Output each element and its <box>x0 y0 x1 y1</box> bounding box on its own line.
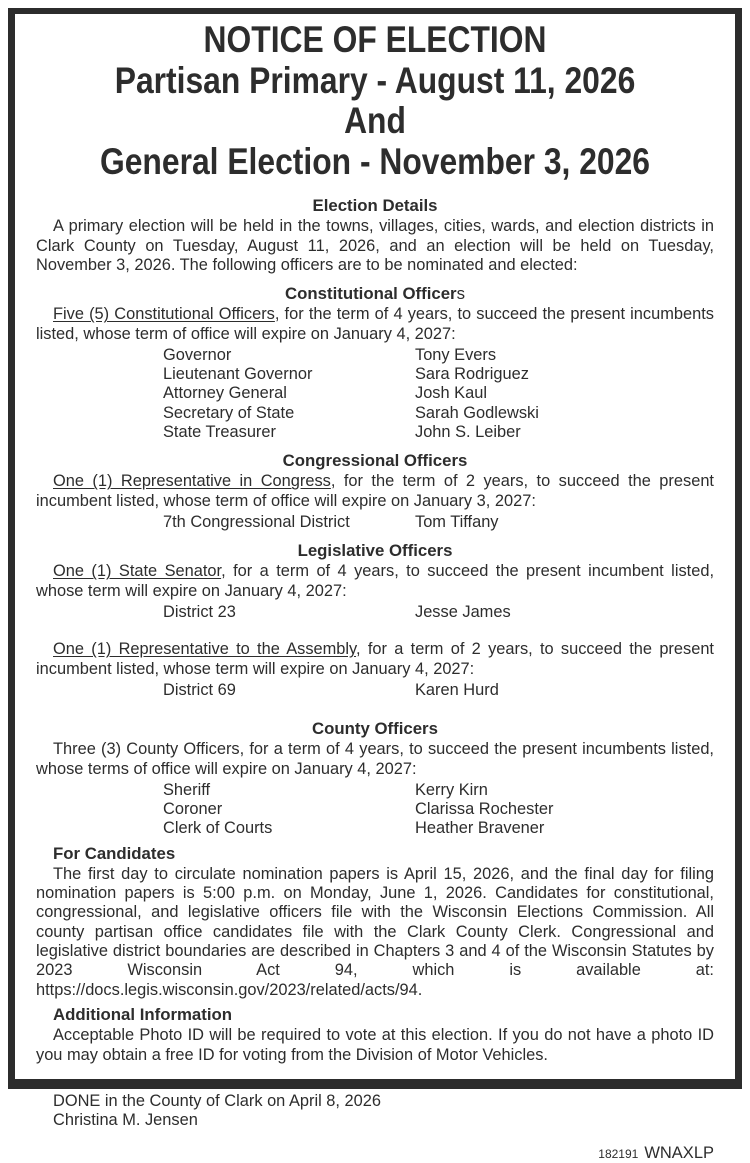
constitutional-intro-paragraph <box>36 305 714 344</box>
notice-number: 182191 <box>598 1146 639 1161</box>
assembly-intro-paragraph <box>36 640 714 679</box>
heading-election-details: Election Details <box>312 196 438 215</box>
office-label: District 69 <box>163 680 236 699</box>
officer-row-state-treasurer <box>163 423 714 442</box>
congressional-intro-paragraph <box>36 472 714 511</box>
assembly-table <box>163 681 714 700</box>
incumbent-name: Karen Hurd <box>415 680 499 699</box>
for-candidates-paragraph: The first day to circulate nomination papers is April 15, 2026, and the final day for filing nomination papers is 5:00 p.m. on Monday, June 1, 2026. Candidates for constitutional, congressional, and legislative officers file with the Wisconsin Elections Commission. All county partisan office candidates file with the Clark County Clerk. Congressional and legislative district boundaries are described in Chapters 3 and 4 of the Wisconsin Statutes by 2023 Wisconsin Act 94, which is available at: https://docs.legis.wisconsin.gov/2023/related/acts/94. <box>36 864 714 999</box>
office-label: Clerk of Courts <box>163 819 273 838</box>
incumbent-name: Clarissa Rochester <box>415 800 554 819</box>
constitutional-officers-table <box>163 346 714 442</box>
title-line-and: And <box>344 100 406 141</box>
county-intro-paragraph: Three (3) County Officers, for a term of 4 years, to succeed the present incumbents listed, whose terms of office will expire on January 4, 2027: <box>36 740 714 778</box>
assembly-intro-rest: , for a term of 2 years, to succeed the present incumbent listed, whose term will expire on January 4, 2027: <box>36 640 714 678</box>
additional-information-paragraph: Acceptable Photo ID will be required to vote at this election. If you do not have a photo ID you may obtain a free ID for voting from the Division of Motor Vehicles. <box>36 1026 714 1064</box>
state-senator-intro-paragraph <box>36 562 714 601</box>
done-line: DONE in the County of Clark on April 8, 2026 <box>53 1091 381 1110</box>
officer-row-district-69 <box>163 681 714 700</box>
office-label: Lieutenant Governor <box>163 365 313 384</box>
notice-border-frame <box>8 8 742 1162</box>
constitutional-intro-rest: , for the term of 4 years, to succeed the present incumbents listed, whose term of office will expire on January 4, 2027: <box>36 305 714 343</box>
state-senator-intro-underlined: One (1) State Senator <box>53 562 222 581</box>
heading-additional-information: Additional Information <box>53 1004 232 1024</box>
constitutional-intro-underlined: Five (5) Constitutional Officers <box>53 305 275 324</box>
incumbent-name: Heather Bravener <box>415 819 545 838</box>
officer-row-sheriff <box>163 781 714 800</box>
heading-constitutional-bold: Constitutional Officer <box>285 284 457 304</box>
incumbent-name: Tony Evers <box>415 346 497 365</box>
election-details-paragraph: A primary election will be held in the towns, villages, cities, wards, and election districts in Clark County on Tuesday, August 11, 2026, and an election will be held on Tuesday, November 3, 2026. The following officers are to be nominated and elected: <box>36 217 714 274</box>
heading-legislative-officers: Legislative Officers <box>297 541 453 561</box>
incumbent-name: Tom Tiffany <box>415 512 499 531</box>
assembly-intro-underlined: One (1) Representative to the Assembly <box>53 640 357 659</box>
office-label: Attorney General <box>163 384 287 403</box>
office-label: Secretary of State <box>163 403 295 422</box>
incumbent-name: John S. Leiber <box>415 422 521 441</box>
notice-title <box>36 20 714 182</box>
state-senator-table <box>163 603 714 622</box>
office-label: Sheriff <box>163 780 211 799</box>
wnaxlp-code: WNAXLP <box>644 1143 714 1162</box>
incumbent-name: Josh Kaul <box>415 384 487 403</box>
state-senator-intro-rest: , for a term of 4 years, to succeed the present incumbent listed, whose term will expire on January 4, 2027: <box>36 562 714 600</box>
office-label: 7th Congressional District <box>163 512 350 531</box>
title-line-general: General Election - November 3, 2026 <box>99 140 651 182</box>
county-officers-table <box>163 781 714 839</box>
incumbent-name: Sarah Godlewski <box>415 403 539 422</box>
heading-county-officers: County Officers <box>312 719 438 739</box>
officer-row-district-23 <box>163 603 714 622</box>
title-line-primary: Partisan Primary - August 11, 2026 <box>114 59 636 101</box>
office-label: Governor <box>163 346 232 365</box>
title-line-notice: NOTICE OF ELECTION <box>203 19 547 60</box>
heading-constitutional-tail: s <box>456 284 465 304</box>
heading-constitutional-officers <box>36 284 714 303</box>
heading-congressional-officers: Congressional Officers <box>282 451 468 471</box>
officer-row-coroner <box>163 800 714 819</box>
congressional-intro-underlined: One (1) Representative in Congress <box>53 472 331 491</box>
office-label: District 23 <box>163 603 236 622</box>
incumbent-name: Kerry Kirn <box>415 780 488 799</box>
officer-row-lieutenant-governor <box>163 365 714 384</box>
incumbent-name: Sara Rodriguez <box>415 365 529 384</box>
office-label: Coroner <box>163 800 223 819</box>
closing-block <box>36 1092 714 1131</box>
incumbent-name: Jesse James <box>415 603 511 622</box>
congressional-officers-table <box>163 513 714 532</box>
officer-row-secretary-of-state <box>163 404 714 423</box>
officer-row-attorney-general <box>163 384 714 403</box>
signature-line: Christina M. Jensen <box>53 1111 198 1130</box>
officer-row-clerk-of-courts <box>163 819 714 838</box>
footer-line <box>36 1144 714 1163</box>
congressional-intro-rest: , for the term of 2 years, to succeed the present incumbent listed, whose term of office will expire on January 3, 2027: <box>36 472 714 510</box>
officer-row-7th-congressional <box>163 513 714 532</box>
office-label: State Treasurer <box>163 422 276 441</box>
heading-for-candidates: For Candidates <box>53 843 176 863</box>
officer-row-governor <box>163 346 714 365</box>
notice-content <box>15 14 735 1162</box>
